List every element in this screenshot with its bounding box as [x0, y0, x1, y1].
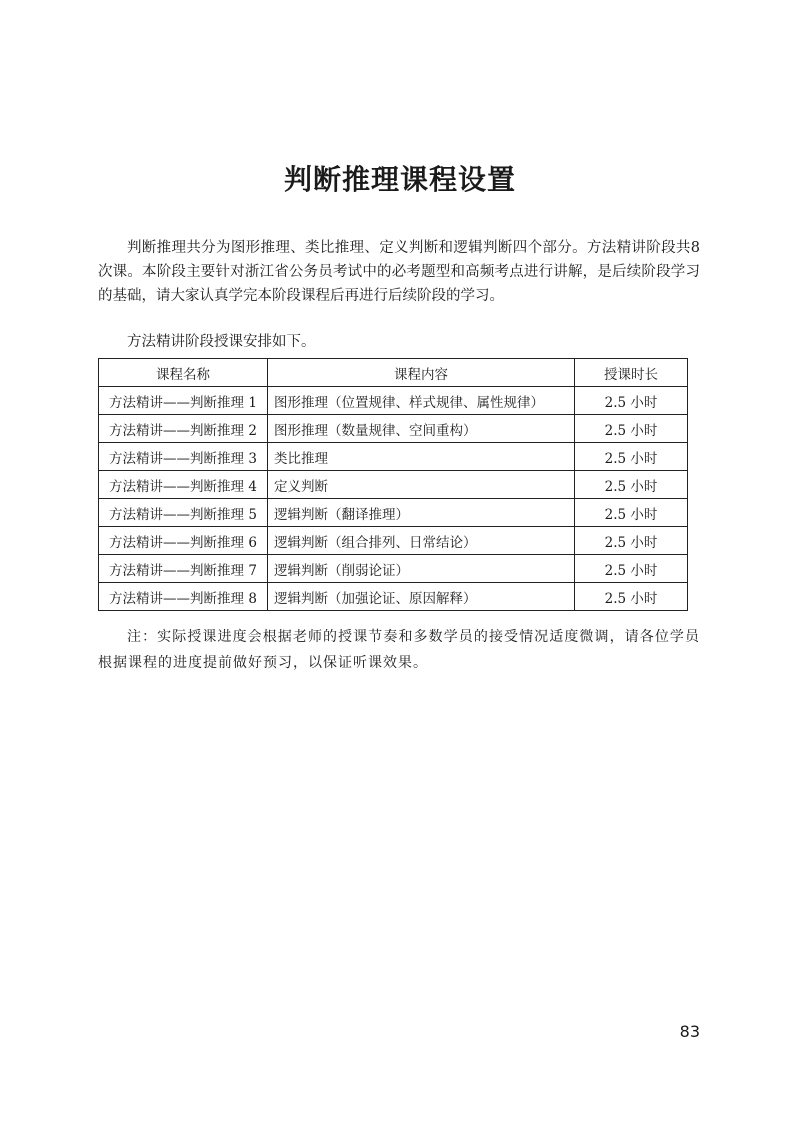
course-name-cell: 方法精讲——判断推理 6 — [99, 527, 268, 555]
course-duration-cell: 2.5 小时 — [575, 415, 688, 443]
table-row — [99, 471, 688, 499]
schedule-intro-line: 方法精讲阶段授课安排如下。 — [127, 334, 316, 350]
table-row — [99, 499, 688, 527]
course-duration-cell: 2.5 小时 — [575, 443, 688, 471]
course-duration-cell: 2.5 小时 — [575, 471, 688, 499]
note-paragraph: 注：实际授课进度会根据老师的授课节奏和多数学员的接受情况适度微调，请各位学员根据课程的进度提前做好预习，以保证听课效果。 — [98, 629, 700, 671]
course-name-cell: 方法精讲——判断推理 4 — [99, 471, 268, 499]
course-content-cell: 定义判断 — [268, 471, 575, 499]
course-content-cell: 类比推理 — [268, 443, 575, 471]
course-duration-cell: 2.5 小时 — [575, 499, 688, 527]
course-name-cell: 方法精讲——判断推理 7 — [99, 555, 268, 583]
table-row — [99, 415, 688, 443]
page-title: 判断推理课程设置 — [283, 163, 516, 196]
course-duration-cell: 2.5 小时 — [575, 527, 688, 555]
course-name-cell: 方法精讲——判断推理 3 — [99, 443, 268, 471]
table-row — [99, 387, 688, 415]
course-duration-cell: 2.5 小时 — [575, 387, 688, 415]
course-name-cell: 方法精讲——判断推理 2 — [99, 415, 268, 443]
course-duration-cell: 2.5 小时 — [575, 555, 688, 583]
table-row — [99, 443, 688, 471]
course-duration-cell: 2.5 小时 — [575, 583, 688, 611]
course-schedule-table — [98, 358, 688, 611]
course-content-cell: 逻辑判断（削弱论证） — [268, 555, 575, 583]
header-course-content: 课程内容 — [268, 359, 575, 387]
course-name-cell: 方法精讲——判断推理 5 — [99, 499, 268, 527]
header-duration: 授课时长 — [575, 359, 688, 387]
table-row — [99, 583, 688, 611]
course-content-cell: 图形推理（数量规律、空间重构） — [268, 415, 575, 443]
course-name-cell: 方法精讲——判断推理 8 — [99, 583, 268, 611]
course-content-cell: 逻辑判断（翻译推理） — [268, 499, 575, 527]
header-course-name: 课程名称 — [99, 359, 268, 387]
table-row — [99, 555, 688, 583]
course-content-cell: 图形推理（位置规律、样式规律、属性规律） — [268, 387, 575, 415]
course-content-cell: 逻辑判断（组合排列、日常结论） — [268, 527, 575, 555]
table-row — [99, 527, 688, 555]
course-name-cell: 方法精讲——判断推理 1 — [99, 387, 268, 415]
intro-paragraph: 判断推理共分为图形推理、类比推理、定义判断和逻辑判断四个部分。方法精讲阶段共8次课。本阶段主要针对浙江省公务员考试中的必考题型和高频考点进行讲解，是后续阶段学习的基础，请大家认真学完本阶段课程后再进行后续阶段的学习。 — [98, 240, 700, 304]
page-number: 83 — [679, 1022, 700, 1041]
table-header-row — [99, 359, 688, 387]
course-content-cell: 逻辑判断（加强论证、原因解释） — [268, 583, 575, 611]
